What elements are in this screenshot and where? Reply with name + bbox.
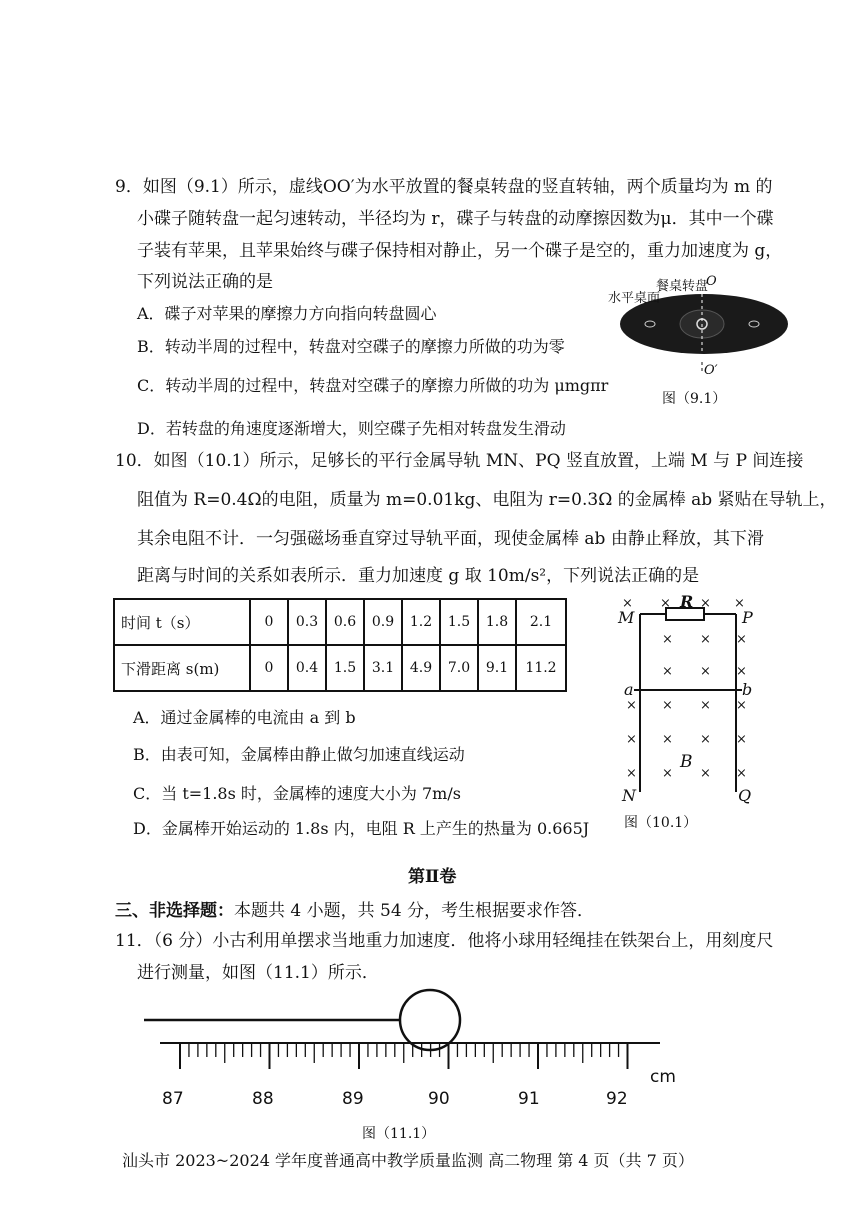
cross: ×: [700, 732, 711, 747]
cross: ×: [700, 766, 711, 781]
table-cell: 7.0: [440, 645, 478, 691]
table-row-distance: [114, 645, 566, 691]
label-q: Q: [738, 786, 752, 805]
cross: ×: [736, 766, 747, 781]
table-row-time: [114, 599, 566, 645]
cross: ×: [662, 732, 673, 747]
label-n: N: [622, 786, 636, 805]
ruler-label-92: 92: [606, 1089, 628, 1109]
figure-9-1-caption: 图（9.1）: [662, 391, 727, 407]
cross: ×: [700, 664, 711, 679]
cross: ×: [736, 664, 747, 679]
q10-table-wrap: [113, 598, 567, 692]
q9-line-1: 9．如图（9.1）所示，虚线OO′为水平放置的餐桌转盘的竖直转轴，两个质量均为 m 的: [115, 177, 773, 197]
cross: ×: [622, 596, 633, 611]
section-3-heading: [115, 900, 594, 922]
q10-line-3: 其余电阻不计．一匀强磁场垂直穿过导轨平面，现使金属棒 ab 由静止释放，其下滑: [137, 529, 764, 549]
table-cell: 1.8: [478, 599, 516, 645]
table-cell: 0.4: [288, 645, 326, 691]
figure-11-1: [140, 985, 700, 1145]
figure-11-1-caption: 图（11.1）: [362, 1126, 436, 1142]
table-cell: 1.2: [402, 599, 440, 645]
cross: ×: [736, 732, 747, 747]
label-horizontal-table: 水平桌面: [608, 291, 661, 306]
q9-line-2: 小碟子随转盘一起匀速转动，半径均为 r，碟子与转盘的动摩擦因数为μ．其中一个碟: [137, 209, 774, 229]
label-o-prime: O′: [704, 363, 718, 378]
cross: ×: [626, 698, 637, 713]
cross: ×: [626, 732, 637, 747]
cross: ×: [662, 632, 673, 647]
q9-option-b: B．转动半周的过程中，转盘对空碟子的摩擦力所做的功为零: [137, 337, 565, 356]
table-cell: 9.1: [478, 645, 516, 691]
q10-option-c: C．当 t=1.8s 时，金属棒的速度大小为 7m/s: [133, 784, 461, 803]
table-cell: 0.9: [364, 599, 402, 645]
q11-line-2: 进行测量，如图（11.1）所示．: [137, 963, 379, 983]
cross: ×: [626, 766, 637, 781]
figure-10-1: [612, 592, 772, 832]
ruler-label-91: 91: [518, 1089, 540, 1109]
cross: ×: [734, 596, 745, 611]
label-turntable: 餐桌转盘: [656, 279, 709, 294]
cross: ×: [662, 664, 673, 679]
table-cell: 11.2: [516, 645, 566, 691]
label-m: M: [618, 608, 635, 627]
ruler-label-90: 90: [428, 1089, 450, 1109]
q9-line-4: 下列说法正确的是: [137, 272, 273, 292]
cross: ×: [700, 632, 711, 647]
page-footer: 汕头市 2023~2024 学年度普通高中教学质量监测 高二物理 第 4 页（共 7 页）: [122, 1151, 694, 1170]
q11-line-1: 11．（6 分）小古利用单摆求当地重力加速度．他将小球用轻绳挂在铁架台上，用刻度尺: [115, 931, 774, 951]
pendulum-ball: [400, 990, 460, 1050]
section-3-text: 本题共 4 小题，共 54 分，考生根据要求作答．: [234, 901, 595, 921]
label-a: a: [624, 680, 634, 699]
table-cell: 0: [250, 599, 288, 645]
cross: ×: [662, 698, 673, 713]
label-p: P: [742, 608, 753, 627]
table-cell: 1.5: [440, 599, 478, 645]
ruler-ticks: [180, 1043, 628, 1069]
q9-option-a: A．碟子对苹果的摩擦力方向指向转盘圆心: [137, 304, 437, 323]
q9-option-c: C．转动半周的过程中，转盘对空碟子的摩擦力所做的功为 μmgπr: [137, 376, 609, 395]
label-o: O: [706, 274, 717, 289]
section-3-label: 三、非选择题：: [115, 901, 234, 921]
q10-data-table: [113, 598, 567, 692]
ruler-diagram: [140, 985, 700, 1085]
q10-line-2: 阻值为 R=0.4Ω的电阻，质量为 m=0.01kg、电阻为 r=0.3Ω 的金属棒 ab 紧贴在导轨上，: [137, 490, 837, 510]
cross: ×: [660, 596, 671, 611]
q9-line-3: 子装有苹果，且苹果始终与碟子保持相对静止，另一个碟子是空的，重力加速度为 g，: [137, 241, 783, 261]
figure-9-1: [598, 272, 798, 412]
cross: ×: [700, 596, 711, 611]
label-r: R: [680, 592, 694, 611]
table-header-time: 时间 t（s）: [114, 599, 250, 645]
table-cell: 3.1: [364, 645, 402, 691]
table-cell: 0.3: [288, 599, 326, 645]
q10-line-1: 10．如图（10.1）所示，足够长的平行金属导轨 MN、PQ 竖直放置，上端 M 与 P 间连接: [115, 451, 804, 471]
q10-line-4: 距离与时间的关系如表所示．重力加速度 g 取 10m/s²，下列说法正确的是: [137, 566, 700, 586]
label-field-b: B: [680, 752, 693, 772]
q10-option-d: D．金属棒开始运动的 1.8s 内，电阻 R 上产生的热量为 0.665J: [133, 819, 590, 838]
cross: ×: [662, 766, 673, 781]
part-2-title: 第Ⅱ卷: [408, 867, 457, 887]
table-cell: 2.1: [516, 599, 566, 645]
ruler-label-88: 88: [252, 1089, 274, 1109]
figure-10-1-caption: 图（10.1）: [624, 815, 698, 831]
ruler-label-89: 89: [342, 1089, 364, 1109]
ruler-unit: cm: [650, 1067, 676, 1087]
q9-option-d: D．若转盘的角速度逐渐增大，则空碟子先相对转盘发生滑动: [137, 419, 566, 438]
cross: ×: [736, 698, 747, 713]
q10-option-a: A．通过金属棒的电流由 a 到 b: [133, 708, 356, 727]
table-cell: 0.6: [326, 599, 364, 645]
cross: ×: [700, 698, 711, 713]
table-cell: 0: [250, 645, 288, 691]
cross: ×: [736, 632, 747, 647]
table-header-distance: 下滑距离 s(m): [114, 645, 250, 691]
label-b: b: [742, 680, 753, 699]
ruler-label-87: 87: [162, 1089, 184, 1109]
table-cell: 1.5: [326, 645, 364, 691]
q10-option-b: B．由表可知，金属棒由静止做匀加速直线运动: [133, 745, 465, 764]
table-cell: 4.9: [402, 645, 440, 691]
